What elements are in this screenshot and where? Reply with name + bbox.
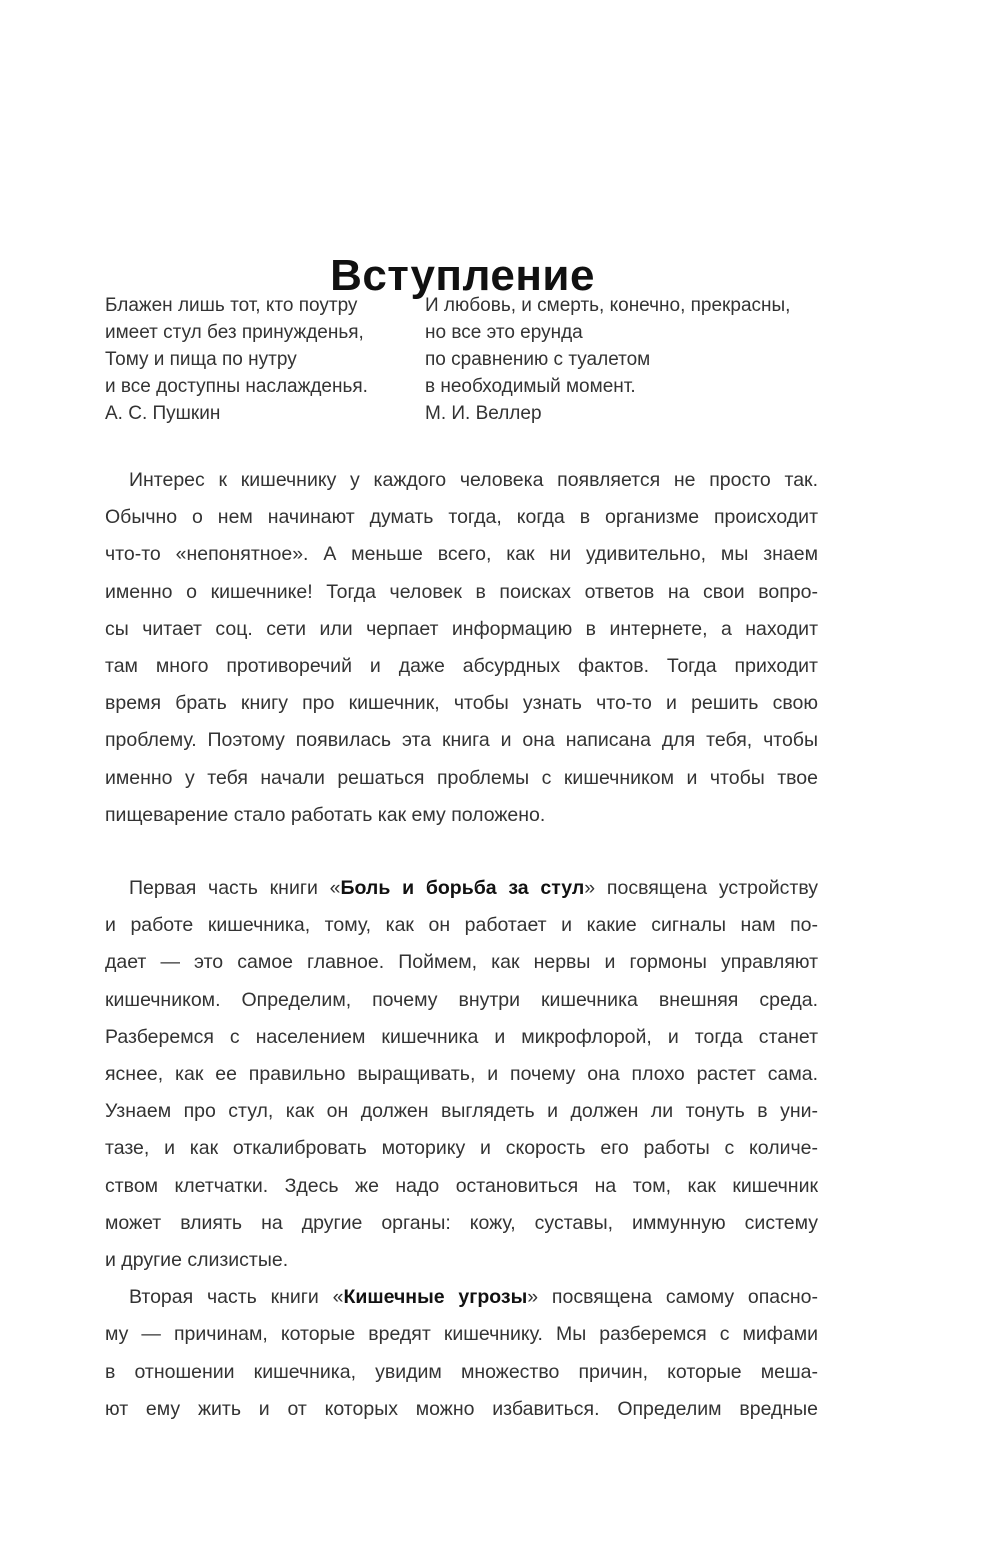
text-segment: » посвящена самому опасно-	[527, 1286, 818, 1309]
text-line	[105, 1205, 818, 1242]
text-segment: Первая часть книги «	[129, 877, 341, 900]
text-line	[105, 1056, 818, 1093]
epigraph-pushkin	[105, 292, 368, 427]
text-line	[105, 685, 818, 722]
text-line	[105, 499, 818, 536]
text-segment: ют ему жить и от которых можно избавиться. Определим вредные	[105, 1397, 818, 1420]
epigraph-line: и все доступны наслажденья.	[105, 376, 368, 397]
text-segment: Узнаем про стул, как он должен выглядеть и должен ли тонуть в уни-	[105, 1100, 818, 1123]
text-segment: может влиять на другие органы: кожу, суставы, иммунную систему	[105, 1211, 818, 1234]
text-line	[105, 797, 818, 834]
text-line	[105, 611, 818, 648]
text-line	[105, 1168, 818, 1205]
paragraph	[105, 1279, 818, 1428]
text-line	[105, 648, 818, 685]
text-line	[105, 536, 818, 573]
epigraph-line: имеет стул без принужденья,	[105, 322, 364, 343]
text-segment: яснее, как ее правильно выращивать, и почему она плохо растет сама.	[105, 1063, 818, 1086]
text-segment: время брать книгу про кишечник, чтобы узнать что-то и решить свою	[105, 692, 818, 715]
text-segment: именно у тебя начали решаться проблемы с кишечником и чтобы твое	[105, 766, 818, 789]
text-line	[105, 1316, 818, 1353]
body-text	[105, 462, 818, 1428]
text-segment: Интерес к кишечнику у каждого человека появляется не просто так.	[129, 469, 818, 491]
bold-part-title: Боль и борьба за стул	[340, 877, 585, 900]
text-segment: сы читает соц. сети или черпает информацию в интернете, а находит	[105, 617, 818, 640]
text-line	[105, 870, 818, 907]
text-segment: что-то «непонятное». А меньше всего, как ни удивительно, мы знаем	[105, 543, 818, 566]
text-line	[105, 760, 818, 797]
text-line	[105, 1354, 818, 1391]
text-segment: и работе кишечника, тому, как он работает и какие сигналы нам по-	[105, 914, 818, 937]
epigraph-author: А. С. Пушкин	[105, 403, 221, 424]
epigraph-line: по сравнению с туалетом	[425, 349, 651, 370]
epigraph-line: в необходимый момент.	[425, 376, 636, 397]
text-segment: кишечником. Определим, почему внутри кишечника внешняя среда.	[105, 988, 818, 1011]
text-segment: Обычно о нем начинают думать тогда, когда в организме происходит	[105, 506, 818, 529]
text-segment: именно о кишечнике! Тогда человек в поисках ответов на свои вопро-	[105, 580, 818, 603]
epigraph-author: М. И. Веллер	[425, 403, 542, 424]
text-line	[105, 462, 818, 499]
text-line	[105, 574, 818, 611]
epigraph-line: И любовь, и смерть, конечно, прекрасны,	[425, 295, 791, 316]
text-line	[105, 1279, 818, 1316]
text-segment: ством клетчатки. Здесь же надо остановиться на том, как кишечник	[105, 1174, 818, 1197]
text-segment: » посвящена устройству	[584, 877, 818, 900]
bold-part-title: Кишечные угрозы	[343, 1286, 528, 1309]
text-segment: дает — это самое главное. Поймем, как нервы и гормоны управляют	[105, 951, 818, 974]
paragraph	[105, 870, 818, 1279]
text-line	[105, 1130, 818, 1167]
epigraph-line: Тому и пища по нутру	[105, 349, 297, 370]
text-segment: тазе, и как откалибровать моторику и скорость его работы с количе-	[105, 1137, 818, 1160]
text-line	[105, 722, 818, 759]
text-segment: и другие слизистые.	[105, 1249, 289, 1272]
text-segment: му — причинам, которые вредят кишечнику. Мы разберемся с мифами	[105, 1323, 818, 1346]
text-line	[105, 1019, 818, 1056]
text-line	[105, 982, 818, 1019]
text-segment: в отношении кишечника, увидим множество причин, которые меша-	[105, 1360, 818, 1383]
text-line	[105, 1093, 818, 1130]
epigraph-line: но все это ерунда	[425, 322, 583, 343]
text-line	[105, 1242, 818, 1279]
epigraph-weller	[425, 292, 790, 427]
text-segment: там много противоречий и даже абсурдных фактов. Тогда приходит	[105, 655, 818, 678]
text-segment: Вторая часть книги «	[129, 1286, 344, 1309]
text-line	[105, 1391, 818, 1428]
text-segment: проблему. Поэтому появилась эта книга и она написана для тебя, чтобы	[105, 729, 818, 752]
text-line	[105, 944, 818, 981]
text-segment: Разберемся с населением кишечника и микрофлорой, и тогда станет	[105, 1025, 818, 1048]
epigraph-line: Блажен лишь тот, кто поутру	[105, 295, 358, 316]
text-line	[105, 907, 818, 944]
paragraph	[105, 462, 818, 834]
page-title: Вступление	[330, 251, 595, 301]
text-segment: пищеварение стало работать как ему положено.	[105, 803, 546, 826]
